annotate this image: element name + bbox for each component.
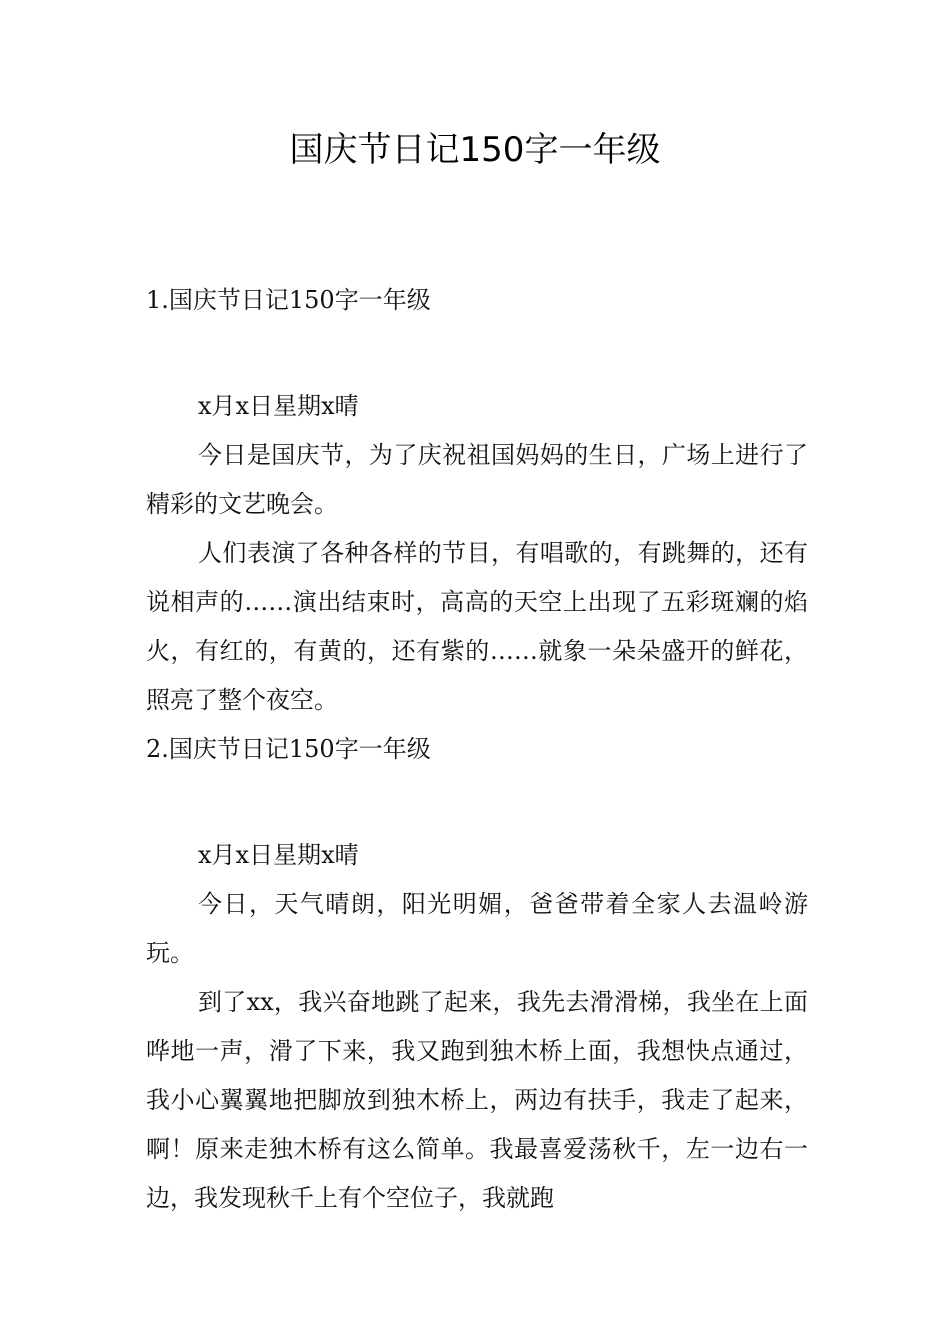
diary-section-1 — [146, 276, 808, 725]
diary-paragraph: 今日是国庆节，为了庆祝祖国妈妈的生日，广场上进行了精彩的文艺晚会。 — [146, 441, 808, 518]
diary-paragraph: 今日，天气晴朗，阳光明媚，爸爸带着全家人去温岭游玩。 — [146, 890, 808, 967]
spacer — [146, 374, 808, 382]
diary-paragraph: 到了xx，我兴奋地跳了起来，我先去滑滑梯，我坐在上面哗地一声，滑了下来，我又跑到独木桥上面，我想快点通过，我小心翼翼地把脚放到独木桥上，两边有扶手，我走了起来，啊！原来走独木桥有这么简单。我最喜爱荡秋千，左一边右一边，我发现秋千上有个空位子，我就跑 — [146, 988, 808, 1212]
section-heading: 1.国庆节日记150字一年级 — [146, 286, 431, 314]
document-body — [146, 276, 808, 1223]
diary-dateline: x月x日星期x晴 — [198, 392, 359, 420]
document-title: 国庆节日记150字一年级 — [289, 130, 661, 170]
diary-paragraph: 人们表演了各种各样的节目，有唱歌的，有跳舞的，还有说相声的……演出结束时，高高的天空上出现了五彩斑斓的焰火，有红的，有黄的，还有紫的……就象一朵朵盛开的鲜花，照亮了整个夜空。 — [146, 539, 808, 714]
spacer — [146, 823, 808, 831]
diary-dateline: x月x日星期x晴 — [198, 841, 359, 869]
section-heading: 2.国庆节日记150字一年级 — [146, 735, 431, 763]
spacer — [146, 325, 808, 374]
spacer — [146, 774, 808, 823]
diary-section-2 — [146, 725, 808, 1223]
